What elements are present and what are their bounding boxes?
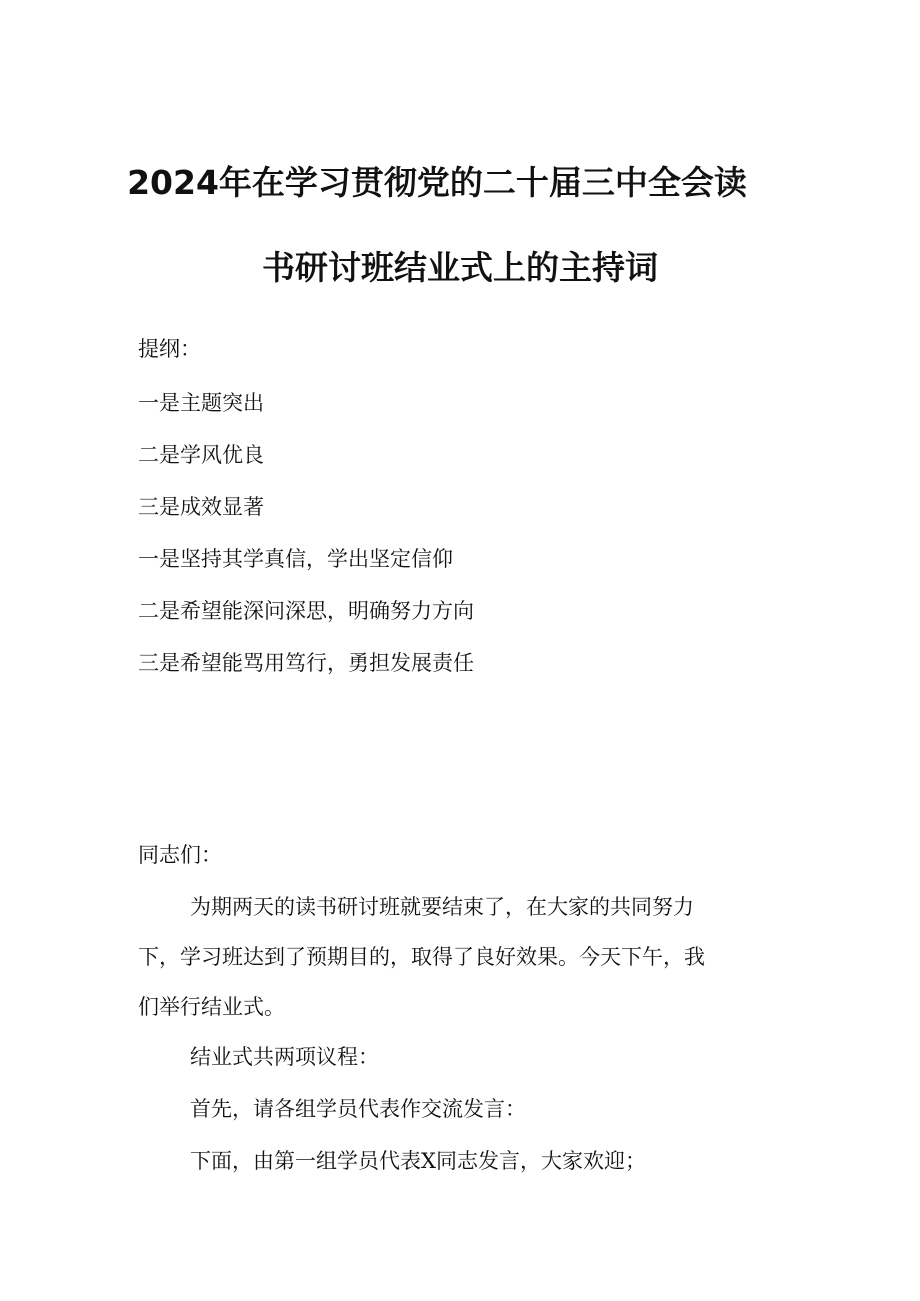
outline-item: 二是希望能深问深思，明确努力方向 — [138, 599, 474, 623]
outline-list — [138, 336, 474, 702]
agenda-intro: 结业式共两项议程： — [190, 1045, 379, 1069]
document-title-line-2: 书研讨班结业式上的主持词 — [262, 248, 658, 287]
outline-item: 二是学风优良 — [138, 443, 264, 467]
outline-item: 一是主题突出 — [138, 391, 264, 415]
paragraph-1-line-2: 下，学习班达到了预期目的，取得了良好效果。今天下午，我 — [138, 945, 705, 969]
paragraph-1-line-3: 们举行结业式。 — [138, 995, 285, 1019]
paragraph-1-line-1: 为期两天的读书研讨班就要结束了，在大家的共同努力 — [190, 895, 694, 919]
document-title-line-1: 2024年在学习贯彻党的二十届三中全会读 — [127, 163, 747, 202]
agenda-first-item: 首先，请各组学员代表作交流发言： — [190, 1097, 526, 1121]
agenda-next-item: 下面，由第一组学员代表X同志发言，大家欢迎； — [190, 1149, 646, 1173]
outline-item: 三是希望能骂用笃行，勇担发展责任 — [138, 651, 474, 675]
salutation: 同志们： — [138, 843, 222, 867]
outline-item: 一是坚持其学真信，学出坚定信仰 — [138, 547, 453, 571]
outline-item: 三是成效显著 — [138, 495, 264, 519]
outline-label: 提纲： — [138, 337, 201, 361]
speech-body — [138, 842, 778, 1200]
